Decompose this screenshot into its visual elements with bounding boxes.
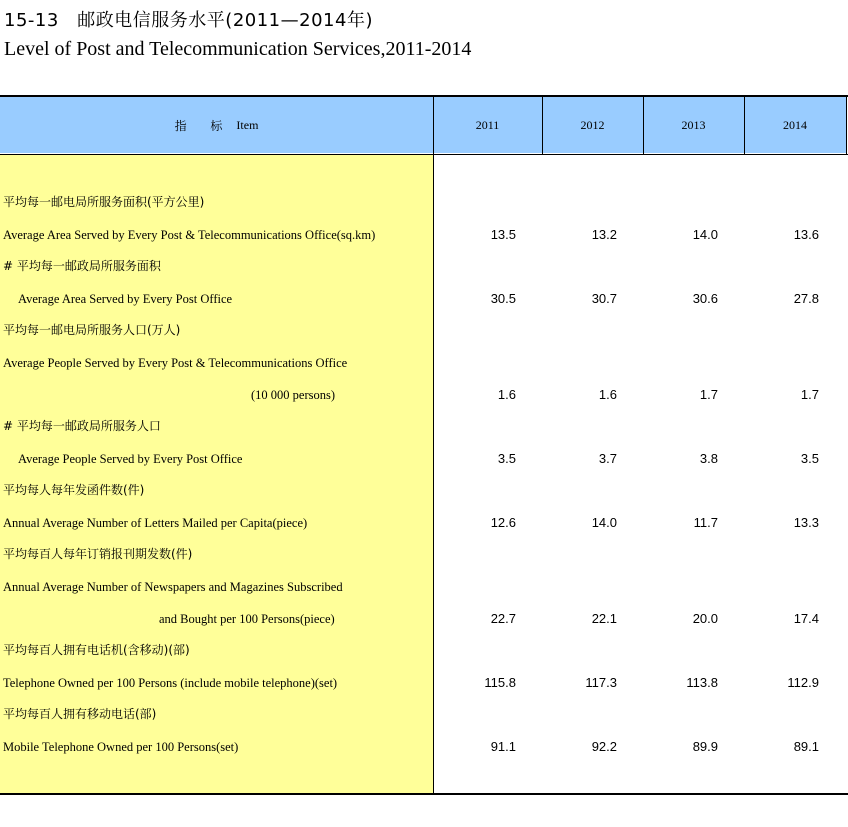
header-bottom-rule bbox=[0, 154, 848, 155]
cell-value: 3.5 bbox=[497, 451, 516, 466]
header-year: 2014 bbox=[783, 117, 807, 132]
cell-value: 30.7 bbox=[591, 291, 617, 306]
cell-value: 13.3 bbox=[793, 515, 819, 530]
cell-value: 30.5 bbox=[490, 291, 516, 306]
row-label-cn: 平均每百人每年订销报刊期发数(件) bbox=[3, 547, 193, 561]
header-year: 2013 bbox=[681, 117, 706, 132]
cell-value: 117.3 bbox=[585, 675, 617, 690]
cell-value: 14.0 bbox=[692, 227, 718, 242]
row-label-en-cont: and Bought per 100 Persons(piece) bbox=[159, 612, 335, 626]
page-title-cn: 15-13 邮政电信服务水平(2011—2014年) bbox=[4, 10, 373, 31]
cell-value: 112.9 bbox=[787, 675, 819, 690]
cell-value: 115.8 bbox=[484, 675, 516, 690]
cell-value: 13.5 bbox=[490, 227, 516, 242]
row-label-cn: # 平均每一邮政局所服务面积 bbox=[3, 259, 161, 273]
cell-value: 13.2 bbox=[591, 227, 617, 242]
row-label-cn: 平均每一邮电局所服务面积(平方公里) bbox=[3, 195, 205, 209]
cell-value: 1.7 bbox=[800, 387, 819, 402]
cell-value: 12.6 bbox=[490, 515, 516, 530]
cell-value: 22.7 bbox=[490, 611, 516, 626]
cell-value: 11.7 bbox=[693, 515, 718, 530]
header-indicator bbox=[0, 97, 433, 153]
cell-value: 113.8 bbox=[686, 675, 718, 690]
header-year: 2012 bbox=[580, 117, 605, 132]
cell-value: 91.1 bbox=[490, 739, 516, 754]
cell-value: 3.8 bbox=[699, 451, 718, 466]
row-label-en: Average People Served by Every Post & Telecommunications Office bbox=[3, 356, 348, 370]
cell-value: 17.4 bbox=[793, 611, 819, 626]
cell-value: 22.1 bbox=[591, 611, 617, 626]
row-label-cn: 平均每一邮电局所服务人口(万人) bbox=[3, 323, 181, 337]
label-column-bg bbox=[0, 155, 433, 793]
cell-value: 27.8 bbox=[793, 291, 819, 306]
cell-value: 30.6 bbox=[692, 291, 718, 306]
cell-value: 1.6 bbox=[497, 387, 516, 402]
cell-value: 92.2 bbox=[591, 739, 617, 754]
row-label-cn: # 平均每一邮政局所服务人口 bbox=[3, 419, 161, 433]
header-indicator-en: Item bbox=[236, 117, 259, 132]
column-divider bbox=[433, 97, 434, 793]
table-bottom-rule bbox=[0, 793, 848, 795]
row-label-en: Average People Served by Every Post Office bbox=[18, 452, 243, 466]
cell-value: 1.7 bbox=[699, 387, 718, 402]
cell-value: 20.0 bbox=[692, 611, 718, 626]
cell-value: 3.5 bbox=[800, 451, 819, 466]
cell-value: 3.7 bbox=[598, 451, 617, 466]
row-label-en-cont: (10 000 persons) bbox=[251, 388, 336, 402]
row-label-en: Telephone Owned per 100 Persons (include mobile telephone)(set) bbox=[3, 676, 338, 690]
row-label-cn: 平均每百人拥有移动电话(部) bbox=[3, 707, 157, 721]
cell-value: 13.6 bbox=[793, 227, 819, 242]
row-label-en: Average Area Served by Every Post & Telecommunications Office(sq.km) bbox=[3, 228, 376, 242]
row-label-en: Annual Average Number of Letters Mailed per Capita(piece) bbox=[3, 516, 308, 530]
page-title-en: Level of Post and Telecommunication Services,2011-2014 bbox=[4, 38, 472, 60]
row-label-en: Mobile Telephone Owned per 100 Persons(set) bbox=[3, 740, 239, 754]
cell-value: 1.6 bbox=[598, 387, 617, 402]
row-label-en: Annual Average Number of Newspapers and Magazines Subscribed bbox=[3, 580, 343, 594]
row-label-en: Average Area Served by Every Post Office bbox=[18, 292, 233, 306]
header-indicator-cn: 指 标 bbox=[174, 118, 233, 133]
cell-value: 89.9 bbox=[692, 739, 718, 754]
cell-value: 89.1 bbox=[793, 739, 819, 754]
cell-value: 14.0 bbox=[591, 515, 617, 530]
row-label-cn: 平均每人每年发函件数(件) bbox=[3, 483, 145, 497]
column-divider bbox=[846, 97, 847, 154]
row-label-cn: 平均每百人拥有电话机(含移动)(部) bbox=[3, 643, 190, 657]
header-year: 2011 bbox=[475, 117, 500, 132]
